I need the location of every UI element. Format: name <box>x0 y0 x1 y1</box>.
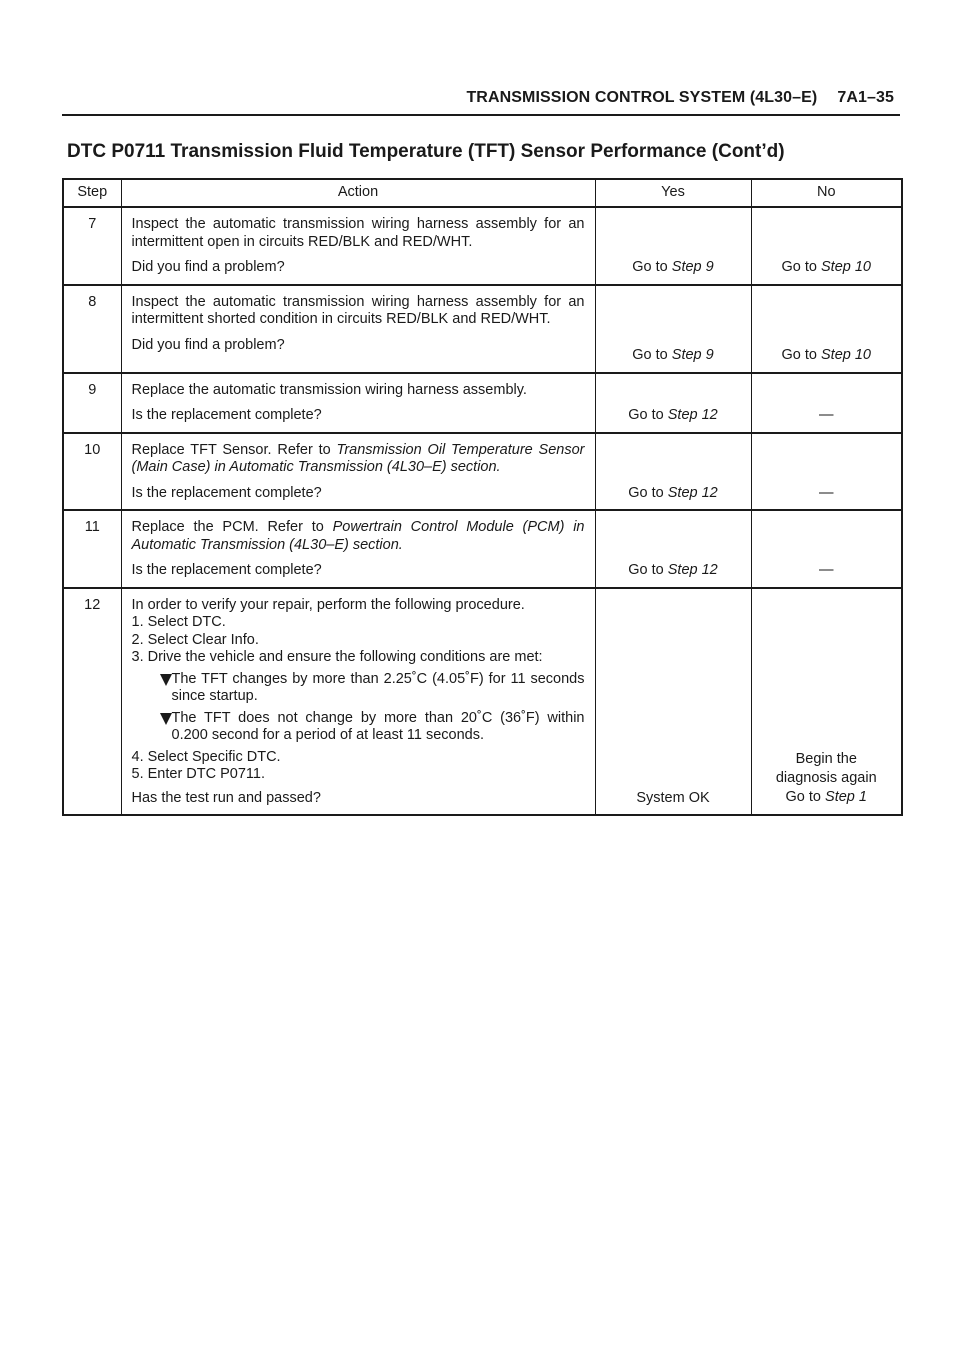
action-cell <box>121 373 595 433</box>
procedure-step: 1. Select DTC. <box>131 614 226 630</box>
yes-prefix: Go to <box>632 347 672 363</box>
no-line: diagnosis again <box>775 770 877 786</box>
action-reference-link[interactable]: Transmission Oil Temperature Sensor (Main Case) in Automatic Transmission (4L30–E) section. <box>131 441 585 475</box>
table-header-row <box>63 179 902 207</box>
table-row <box>63 285 902 373</box>
procedure-step: 3. Drive the vehicle and ensure the following conditions are met: <box>131 649 543 665</box>
yes-step-link[interactable]: Step 12 <box>667 407 718 423</box>
no-cell <box>751 588 902 816</box>
procedure-step: 4. Select Specific DTC. <box>131 748 281 765</box>
no-dash: — <box>819 562 834 578</box>
column-header-yes: Yes <box>595 179 751 207</box>
document-title: DTC P0711 Transmission Fluid Temperature (TFT) Sensor Performance (Cont’d) <box>67 141 785 162</box>
no-prefix: Go to <box>785 789 826 805</box>
yes-cell <box>595 433 751 511</box>
action-question: Is the replacement complete? <box>131 484 322 501</box>
no-cell <box>751 433 902 511</box>
action-cell <box>121 588 595 816</box>
action-question: Is the replacement complete? <box>131 407 322 423</box>
table-row <box>63 433 902 511</box>
no-dash: — <box>819 484 834 501</box>
condition-text: The TFT changes by more than 2.25˚C (4.05˚F) for 11 seconds since startup. <box>171 670 585 704</box>
step-number: 10 <box>63 433 121 511</box>
action-question: Did you find a problem? <box>131 259 285 275</box>
table-row <box>63 207 902 285</box>
step-number: 8 <box>63 285 121 373</box>
action-reference-link[interactable]: Powertrain Control Module (PCM) in Automatic Transmission (4L30–E) section. <box>131 519 585 553</box>
page-header <box>62 89 900 116</box>
step-number: 12 <box>63 588 121 816</box>
yes-cell <box>595 285 751 373</box>
action-prefix: Replace the PCM. Refer to <box>131 519 333 535</box>
action-text: In order to verify your repair, perform the following procedure. <box>131 596 525 613</box>
yes-step-link[interactable]: Step 12 <box>667 562 718 578</box>
yes-prefix: Go to <box>628 484 668 501</box>
no-step-link[interactable]: Step 10 <box>821 347 871 363</box>
action-cell <box>121 433 595 511</box>
column-header-action: Action <box>121 179 595 207</box>
step-number: 9 <box>63 373 121 433</box>
step-number: 11 <box>63 510 121 588</box>
action-text <box>132 442 585 477</box>
no-cell <box>751 373 902 433</box>
action-text: Inspect the automatic transmission wiring harness assembly for an intermittent shorted condition in circuits RED/BLK and RED/WHT. <box>131 293 585 327</box>
column-header-no: No <box>751 179 902 207</box>
procedure-step: 2. Select Clear Info. <box>131 631 259 648</box>
no-dash: — <box>819 407 834 423</box>
yes-result: System OK <box>636 789 710 806</box>
yes-cell <box>595 588 751 816</box>
action-cell <box>121 510 595 588</box>
yes-prefix: Go to <box>628 562 668 578</box>
column-header-step: Step <box>63 179 121 207</box>
yes-cell <box>595 207 751 285</box>
action-text: Inspect the automatic transmission wiring harness assembly for an intermittent open in circuits RED/BLK and RED/WHT. <box>131 216 585 250</box>
yes-step-link[interactable]: Step 12 <box>667 484 718 501</box>
procedure-step: 5. Enter DTC P0711. <box>131 766 266 782</box>
action-text <box>132 519 585 554</box>
condition-text: The TFT does not change by more than 20˚C (36˚F) within 0.200 second for a period of at least 11 seconds. <box>171 709 585 743</box>
yes-step-link[interactable]: Step 9 <box>671 347 714 363</box>
yes-cell <box>595 373 751 433</box>
section-title: TRANSMISSION CONTROL SYSTEM (4L30–E) <box>466 89 818 106</box>
table-row <box>63 373 902 433</box>
page-number: 7A1–35 <box>837 89 894 106</box>
yes-cell <box>595 510 751 588</box>
condition-bullet <box>132 710 585 745</box>
yes-prefix: Go to <box>632 259 672 275</box>
no-goto <box>752 788 902 807</box>
step-number: 7 <box>63 207 121 285</box>
action-question: Is the replacement complete? <box>131 562 322 578</box>
no-step-link[interactable]: Step 1 <box>825 789 867 805</box>
no-prefix: Go to <box>781 259 821 275</box>
triangle-bullet-icon <box>160 674 172 686</box>
no-prefix: Go to <box>781 347 821 363</box>
action-question: Has the test run and passed? <box>131 789 321 806</box>
action-text: Replace the automatic transmission wiring harness assembly. <box>131 381 527 398</box>
action-cell <box>121 285 595 373</box>
diagnostic-table <box>62 178 903 816</box>
no-step-link[interactable]: Step 10 <box>821 259 871 275</box>
no-cell <box>751 285 902 373</box>
yes-step-link[interactable]: Step 9 <box>671 259 714 275</box>
table-row <box>63 588 902 816</box>
triangle-bullet-icon <box>160 713 172 725</box>
action-cell <box>121 207 595 285</box>
header-text <box>466 89 894 107</box>
no-line: Begin the <box>795 751 857 767</box>
no-cell <box>751 207 902 285</box>
action-prefix: Replace TFT Sensor. Refer to <box>131 441 337 458</box>
no-cell <box>751 510 902 588</box>
yes-prefix: Go to <box>628 407 668 423</box>
condition-bullet <box>132 671 585 706</box>
action-question: Did you find a problem? <box>131 336 285 353</box>
table-row <box>63 510 902 588</box>
